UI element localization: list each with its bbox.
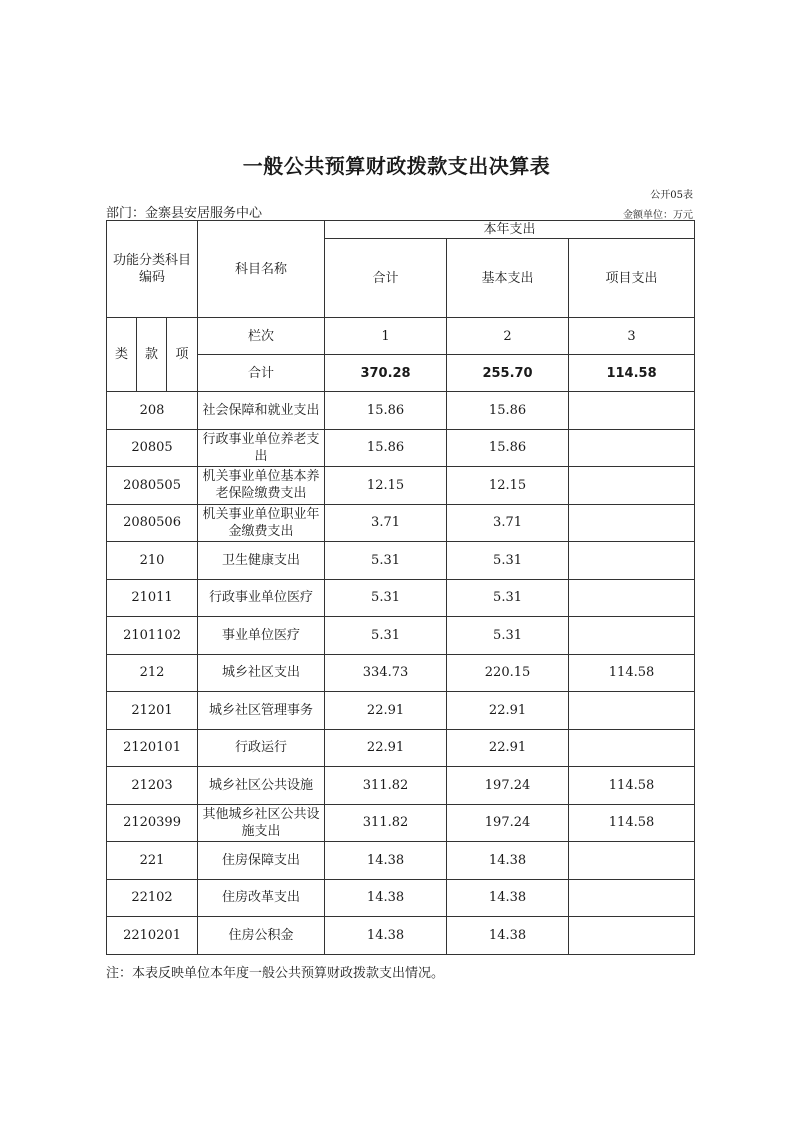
table-row xyxy=(107,467,695,505)
column-index-3: 3 xyxy=(569,318,695,355)
row-project xyxy=(569,467,695,505)
table-row xyxy=(107,579,695,617)
header-xiang: 项 xyxy=(167,318,198,392)
table-row xyxy=(107,917,695,955)
row-subject-name: 社会保障和就业支出 xyxy=(198,392,325,430)
column-index-label: 栏次 xyxy=(198,318,325,355)
row-subject-name: 机关事业单位职业年金缴费支出 xyxy=(198,504,325,542)
table-row xyxy=(107,542,695,580)
totals-total: 370.28 xyxy=(325,355,447,392)
row-code: 212 xyxy=(107,654,198,692)
row-project xyxy=(569,917,695,955)
header-current-year: 本年支出 xyxy=(325,221,695,239)
row-total: 14.38 xyxy=(325,842,447,880)
amount-unit-label: 金额单位：万元 xyxy=(623,210,693,221)
column-index-1: 1 xyxy=(325,318,447,355)
row-total: 5.31 xyxy=(325,542,447,580)
row-project xyxy=(569,579,695,617)
row-code: 20805 xyxy=(107,429,198,467)
row-project: 114.58 xyxy=(569,804,695,842)
column-index-row xyxy=(107,318,695,355)
row-project xyxy=(569,842,695,880)
row-basic: 12.15 xyxy=(447,467,569,505)
row-basic: 14.38 xyxy=(447,842,569,880)
form-number: 公开05表 xyxy=(650,190,693,201)
row-total: 311.82 xyxy=(325,767,447,805)
row-basic: 5.31 xyxy=(447,579,569,617)
page-title: 一般公共预算财政拨款支出决算表 xyxy=(242,154,551,178)
row-code: 2120101 xyxy=(107,729,198,767)
department-label: 部门：金寨县安居服务中心 xyxy=(106,206,263,221)
row-total: 15.86 xyxy=(325,392,447,430)
row-subject-name: 住房公积金 xyxy=(198,917,325,955)
table-row xyxy=(107,767,695,805)
table-row xyxy=(107,504,695,542)
row-basic: 15.86 xyxy=(447,429,569,467)
row-code: 22102 xyxy=(107,879,198,917)
totals-label: 合计 xyxy=(198,355,325,392)
row-subject-name: 其他城乡社区公共设施支出 xyxy=(198,804,325,842)
row-code: 21011 xyxy=(107,579,198,617)
row-project xyxy=(569,504,695,542)
table-row xyxy=(107,729,695,767)
table-row xyxy=(107,804,695,842)
row-basic: 14.38 xyxy=(447,879,569,917)
row-code: 21203 xyxy=(107,767,198,805)
row-basic: 3.71 xyxy=(447,504,569,542)
row-total: 14.38 xyxy=(325,917,447,955)
row-subject-name: 行政事业单位医疗 xyxy=(198,579,325,617)
header-lei: 类 xyxy=(107,318,137,392)
row-project xyxy=(569,392,695,430)
row-subject-name: 卫生健康支出 xyxy=(198,542,325,580)
table-row xyxy=(107,692,695,730)
table-row xyxy=(107,617,695,655)
row-basic: 197.24 xyxy=(447,767,569,805)
row-subject-name: 城乡社区公共设施 xyxy=(198,767,325,805)
row-basic: 5.31 xyxy=(447,617,569,655)
row-subject-name: 行政运行 xyxy=(198,729,325,767)
row-code: 2080505 xyxy=(107,467,198,505)
header-kuan: 款 xyxy=(137,318,167,392)
row-project xyxy=(569,729,695,767)
row-subject-name: 行政事业单位养老支出 xyxy=(198,429,325,467)
row-subject-name: 住房改革支出 xyxy=(198,879,325,917)
table-row xyxy=(107,842,695,880)
totals-project: 114.58 xyxy=(569,355,695,392)
row-project: 114.58 xyxy=(569,654,695,692)
expenditure-table xyxy=(106,220,695,955)
row-basic: 5.31 xyxy=(447,542,569,580)
table-row xyxy=(107,654,695,692)
row-total: 15.86 xyxy=(325,429,447,467)
row-code: 210 xyxy=(107,542,198,580)
row-subject-name: 机关事业单位基本养老保险缴费支出 xyxy=(198,467,325,505)
totals-basic: 255.70 xyxy=(447,355,569,392)
row-total: 12.15 xyxy=(325,467,447,505)
row-total: 334.73 xyxy=(325,654,447,692)
table-row xyxy=(107,392,695,430)
row-basic: 22.91 xyxy=(447,692,569,730)
row-code: 2080506 xyxy=(107,504,198,542)
header-code-group: 功能分类科目编码 xyxy=(107,221,198,318)
row-total: 22.91 xyxy=(325,729,447,767)
row-code: 221 xyxy=(107,842,198,880)
row-basic: 14.38 xyxy=(447,917,569,955)
row-code: 2210201 xyxy=(107,917,198,955)
row-project xyxy=(569,617,695,655)
column-index-2: 2 xyxy=(447,318,569,355)
row-total: 3.71 xyxy=(325,504,447,542)
row-subject-name: 城乡社区管理事务 xyxy=(198,692,325,730)
row-total: 22.91 xyxy=(325,692,447,730)
row-basic: 220.15 xyxy=(447,654,569,692)
header-row-1 xyxy=(107,221,695,239)
row-total: 311.82 xyxy=(325,804,447,842)
row-basic: 197.24 xyxy=(447,804,569,842)
header-basic: 基本支出 xyxy=(447,239,569,318)
header-total: 合计 xyxy=(325,239,447,318)
row-subject-name: 城乡社区支出 xyxy=(198,654,325,692)
row-project xyxy=(569,692,695,730)
header-subject-name: 科目名称 xyxy=(198,221,325,318)
row-project xyxy=(569,542,695,580)
row-subject-name: 事业单位医疗 xyxy=(198,617,325,655)
row-code: 208 xyxy=(107,392,198,430)
table-row xyxy=(107,879,695,917)
row-total: 14.38 xyxy=(325,879,447,917)
row-code: 2120399 xyxy=(107,804,198,842)
row-project: 114.58 xyxy=(569,767,695,805)
row-basic: 15.86 xyxy=(447,392,569,430)
table-row xyxy=(107,429,695,467)
row-total: 5.31 xyxy=(325,617,447,655)
row-subject-name: 住房保障支出 xyxy=(198,842,325,880)
header-project: 项目支出 xyxy=(569,239,695,318)
row-code: 21201 xyxy=(107,692,198,730)
row-code: 2101102 xyxy=(107,617,198,655)
row-basic: 22.91 xyxy=(447,729,569,767)
row-project xyxy=(569,429,695,467)
footnote: 注：本表反映单位本年度一般公共预算财政拨款支出情况。 xyxy=(106,966,445,981)
row-project xyxy=(569,879,695,917)
row-total: 5.31 xyxy=(325,579,447,617)
